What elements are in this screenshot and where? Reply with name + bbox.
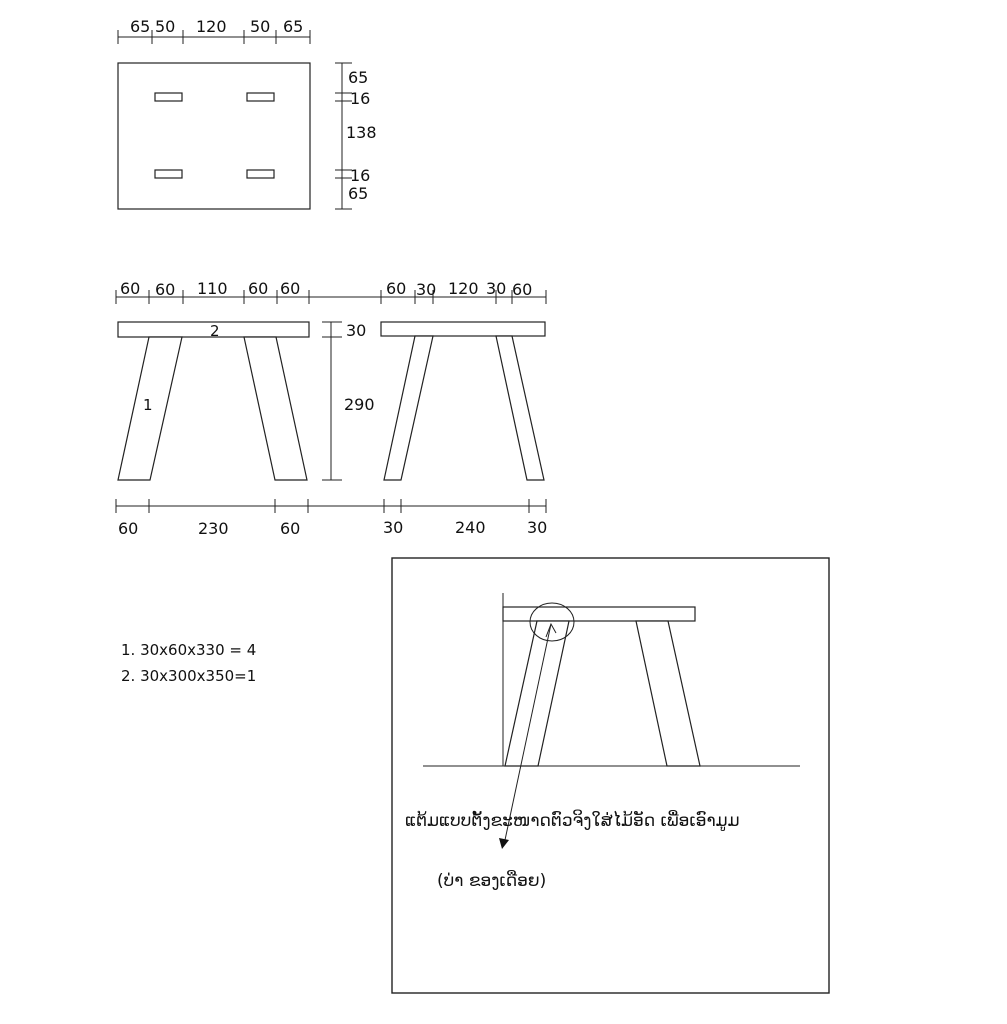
arrow-head-icon [499, 838, 509, 849]
front-bottom-dim-2: 230 [198, 519, 229, 538]
side-bottom-dim-1: 30 [383, 518, 404, 537]
leg-height-dim: 290 [344, 395, 375, 414]
front-top-dim-4: 60 [248, 279, 269, 298]
top-width-dim-1: 65 [130, 17, 151, 36]
front-top-dim-2: 60 [155, 280, 176, 299]
side-top-dim-1: 60 [386, 279, 407, 298]
mortise-1 [155, 93, 182, 101]
top-height-dim-3: 138 [346, 123, 377, 142]
detail-leg-left [505, 621, 569, 766]
top-height-dim-4: 16 [350, 166, 371, 185]
detail-note: ແຕ້ມແບບຕັ້ງຂະໜາດຕົວຈິງໃສ່ໄມ້ອັດ ເພື່ອເອົາມູມ [405, 811, 740, 831]
front-top-dim-3: 110 [197, 279, 228, 298]
side-top-dim-3: 120 [448, 279, 479, 298]
side-seat [381, 322, 545, 336]
height-dimension [322, 321, 375, 480]
top-view [118, 17, 377, 209]
top-width-dim-3: 120 [196, 17, 227, 36]
cut-list [121, 641, 256, 685]
detail-frame [392, 558, 829, 993]
detail-leg-right [636, 621, 700, 766]
side-top-dim-5: 60 [512, 280, 533, 299]
top-width-dim-4: 50 [250, 17, 271, 36]
detail-box [392, 558, 829, 993]
side-leg-right [496, 336, 544, 480]
mortise-4 [247, 170, 274, 178]
front-top-dim-5: 60 [280, 279, 301, 298]
detail-note-2: (ບ່າ ຂອງເດືອຍ) [437, 871, 547, 891]
front-bottom-dim-3: 60 [280, 519, 301, 538]
part-label-2: 2 [210, 322, 220, 340]
top-height-dim-1: 65 [348, 68, 369, 87]
side-leg-left [384, 336, 433, 480]
top-height-dim-5: 65 [348, 184, 369, 203]
side-bottom-dim-2: 240 [455, 518, 486, 537]
front-bottom-dim-1: 60 [118, 519, 139, 538]
part-label-1: 1 [143, 396, 153, 414]
side-top-dim-4: 30 [486, 279, 507, 298]
mortise-3 [155, 170, 182, 178]
side-top-dim-2: 30 [416, 280, 437, 299]
seat-top-outline [118, 63, 310, 209]
top-width-dim-2: 50 [155, 17, 176, 36]
side-bottom-dim-3: 30 [527, 518, 548, 537]
cut-list-item-2: 2. 30x300x350=1 [121, 667, 257, 685]
top-width-dim-5: 65 [283, 17, 304, 36]
cut-list-item-1: 1. 30x60x330 = 4 [121, 641, 257, 659]
top-height-dim-2: 16 [350, 89, 371, 108]
front-top-dim-1: 60 [120, 279, 141, 298]
mortise-2 [247, 93, 274, 101]
side-view [381, 279, 547, 537]
front-leg-right [244, 337, 307, 480]
seat-thickness-dim: 30 [346, 321, 367, 340]
